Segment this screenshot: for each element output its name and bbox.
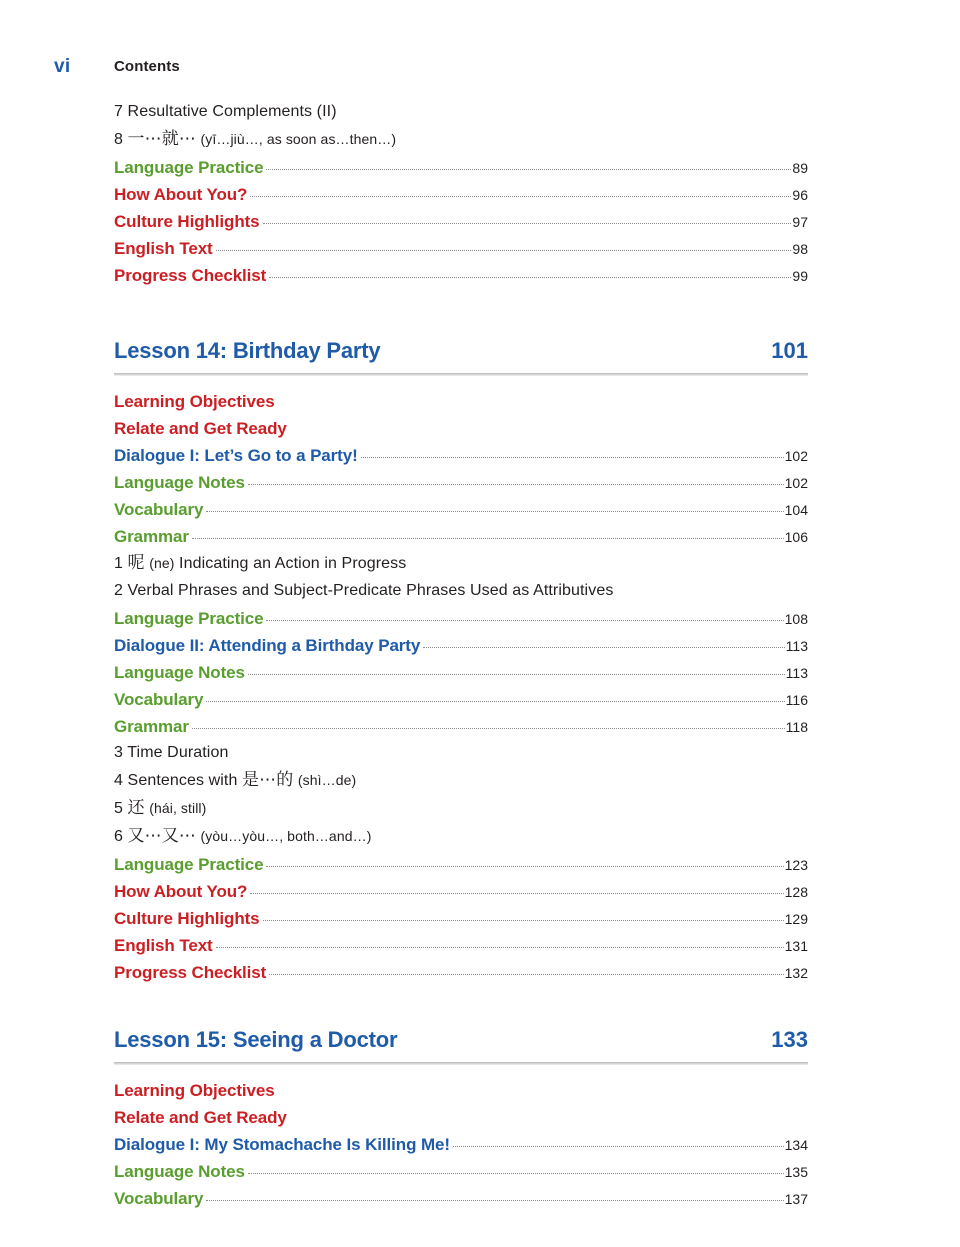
toc-entry-progress-checklist[interactable] (114, 964, 808, 981)
toc-entry-page-number: 132 (784, 965, 808, 981)
toc-entry-label: Progress Checklist (114, 963, 267, 982)
toc-entry-language-notes[interactable] (114, 1163, 808, 1180)
toc-entry-label: Culture Highlights (114, 909, 260, 928)
toc-entry-page-number: 135 (784, 1164, 808, 1180)
toc-entry-culture-highlights[interactable] (114, 910, 808, 927)
dot-leader (192, 727, 785, 729)
toc-entry-label: Vocabulary (114, 690, 204, 709)
chinese-characters: 是⋯的 (242, 770, 294, 790)
dot-leader (250, 195, 791, 197)
toc-entry-label: Relate and Get Ready (114, 1108, 287, 1127)
toc-entry-progress-checklist[interactable] (114, 267, 808, 284)
toc-entry-vocabulary[interactable] (114, 1190, 808, 1207)
section-spacer (114, 294, 808, 302)
grammar-subitem-8: 8 一⋯就⋯ (yī…jiù…, as soon as…then…) (114, 129, 397, 149)
grammar-subitem-4: 4 Sentences with 是⋯的 (shì…de) (114, 770, 357, 790)
dot-leader (269, 973, 783, 975)
dot-leader (250, 892, 783, 894)
lesson-page-number: 101 (771, 338, 808, 363)
toc-entry-learning-objectives[interactable] (114, 393, 808, 410)
dot-leader (248, 673, 785, 675)
toc-entry-page-number: 137 (784, 1191, 808, 1207)
toc-entry-relate-and-get-ready[interactable] (114, 420, 808, 437)
dot-leader (263, 919, 784, 921)
pinyin-gloss: (ne) (149, 555, 175, 571)
grammar-subitem-6: 6 又⋯又⋯ (yòu…yòu…, both…and…) (114, 826, 372, 846)
dot-leader (453, 1145, 784, 1147)
dot-leader (216, 946, 784, 948)
toc-entry-grammar[interactable] (114, 718, 808, 735)
toc-entry-language-notes[interactable] (114, 474, 808, 491)
lesson-title: Lesson 14: Birthday Party (114, 338, 381, 363)
dot-leader (269, 276, 791, 278)
toc-entry-how-about-you[interactable] (114, 186, 808, 203)
toc-entry-dialogue-i-let-s-go-to-a-party[interactable] (114, 447, 808, 464)
grammar-subitem-5: 5 还 (hái, still) (114, 798, 207, 818)
dot-leader (206, 700, 784, 702)
toc-entry-label: Learning Objectives (114, 1081, 275, 1100)
toc-entry-vocabulary[interactable] (114, 501, 808, 518)
dot-leader (248, 483, 784, 485)
toc-entry-label: Dialogue I: My Stomachache Is Killing Me! (114, 1135, 450, 1154)
toc-entry-label: Dialogue I: Let’s Go to a Party! (114, 446, 358, 465)
rule-spacer (114, 376, 808, 393)
toc-entry-label: How About You? (114, 882, 248, 901)
toc-entry-page-number: 89 (792, 160, 808, 176)
dot-leader (263, 222, 792, 224)
pinyin-gloss: (yī…jiù…, as soon as…then…) (200, 131, 397, 147)
toc-entry-page-number: 96 (792, 187, 808, 203)
grammar-subitem-1: 1 呢 (ne) Indicating an Action in Progress (114, 553, 407, 573)
pinyin-gloss: (yòu…yòu…, both…and…) (200, 828, 372, 844)
chinese-characters: 呢 (127, 553, 145, 573)
toc-entry-page-number: 113 (785, 665, 808, 681)
dot-leader (206, 510, 783, 512)
lesson-spacer (114, 302, 808, 338)
toc-entry-label: Language Notes (114, 473, 245, 492)
toc-entry-label: Language Practice (114, 158, 264, 177)
toc-entry-label: Vocabulary (114, 1189, 204, 1208)
toc-entry-relate-and-get-ready[interactable] (114, 1109, 808, 1126)
chinese-characters: 一⋯就⋯ (127, 129, 196, 149)
dot-leader (216, 249, 792, 251)
lesson-page-number: 133 (771, 1027, 808, 1052)
toc-entry-how-about-you[interactable] (114, 883, 808, 900)
toc-entry-page-number: 131 (784, 938, 808, 954)
running-head-title: Contents (114, 58, 180, 75)
lesson-heading-lesson-15-seeing-a-doctor[interactable] (114, 1027, 808, 1053)
toc-entry-label: Culture Highlights (114, 212, 260, 231)
toc-entry-label: English Text (114, 239, 213, 258)
table-of-contents (114, 104, 808, 1217)
toc-entry-label: Progress Checklist (114, 266, 267, 285)
toc-entry-label: Language Notes (114, 663, 245, 682)
toc-entry-label: Learning Objectives (114, 392, 275, 411)
toc-entry-label: Dialogue II: Attending a Birthday Party (114, 636, 421, 655)
dot-leader (423, 646, 784, 648)
toc-entry-label: English Text (114, 936, 213, 955)
toc-entry-page-number: 108 (784, 611, 808, 627)
toc-entry-language-practice[interactable] (114, 610, 808, 627)
toc-entry-page-number: 102 (784, 448, 808, 464)
toc-entry-page-number: 129 (784, 911, 808, 927)
toc-entry-label: Grammar (114, 717, 189, 736)
toc-entry-grammar[interactable] (114, 528, 808, 545)
toc-entry-page-number: 123 (784, 857, 808, 873)
toc-entry-page-number: 118 (785, 719, 808, 735)
dot-leader (266, 168, 791, 170)
grammar-subitem-7-resultative-complements-ii: 7 Resultative Complements (II) (114, 103, 337, 120)
dot-leader (361, 456, 784, 458)
toc-entry-page-number: 98 (792, 241, 808, 257)
toc-entry-language-practice[interactable] (114, 856, 808, 873)
toc-entry-label: Language Notes (114, 1162, 245, 1181)
toc-entry-language-practice[interactable] (114, 159, 808, 176)
toc-entry-page-number: 106 (784, 529, 808, 545)
dot-leader (248, 1172, 784, 1174)
lesson-title: Lesson 15: Seeing a Doctor (114, 1027, 398, 1052)
toc-entry-page-number: 104 (784, 502, 808, 518)
toc-entry-label: Grammar (114, 527, 189, 546)
chinese-characters: 还 (127, 798, 145, 818)
pinyin-gloss: (shì…de) (297, 772, 357, 788)
grammar-subitem-2: 2 Verbal Phrases and Subject-Predicate Phrases Used as Attributives (114, 582, 614, 599)
toc-entry-page-number: 134 (784, 1137, 808, 1153)
pinyin-gloss: (hái, still) (149, 800, 207, 816)
page-folio: vi (54, 56, 71, 77)
dot-leader (266, 865, 783, 867)
toc-entry-page-number: 128 (784, 884, 808, 900)
chinese-characters: 又⋯又⋯ (127, 826, 196, 846)
toc-entry-label: Vocabulary (114, 500, 204, 519)
toc-entry-page-number: 113 (785, 638, 808, 654)
dot-leader (206, 1199, 783, 1201)
toc-entry-dialogue-ii-attending-a-birthday-party[interactable] (114, 637, 808, 654)
rule-spacer (114, 1065, 808, 1082)
dot-leader (266, 619, 783, 621)
dot-leader (192, 537, 784, 539)
toc-entry-dialogue-i-my-stomachache-is-killing-me[interactable] (114, 1136, 808, 1153)
toc-entry-page-number: 116 (785, 692, 808, 708)
toc-entry-language-notes[interactable] (114, 664, 808, 681)
toc-entry-learning-objectives[interactable] (114, 1082, 808, 1099)
toc-entry-page-number: 102 (784, 475, 808, 491)
toc-entry-label: Relate and Get Ready (114, 419, 287, 438)
toc-entry-english-text[interactable] (114, 240, 808, 257)
toc-entry-vocabulary[interactable] (114, 691, 808, 708)
grammar-subitem-3: 3 Time Duration (114, 744, 229, 761)
toc-entry-page-number: 99 (792, 268, 808, 284)
toc-entry-label: Language Practice (114, 855, 264, 874)
toc-entry-label: Language Practice (114, 609, 264, 628)
toc-entry-page-number: 97 (792, 214, 808, 230)
lesson-spacer (114, 991, 808, 1027)
toc-entry-english-text[interactable] (114, 937, 808, 954)
running-head (0, 56, 960, 82)
toc-entry-label: How About You? (114, 185, 248, 204)
toc-entry-culture-highlights[interactable] (114, 213, 808, 230)
lesson-heading-lesson-14-birthday-party[interactable] (114, 338, 808, 364)
